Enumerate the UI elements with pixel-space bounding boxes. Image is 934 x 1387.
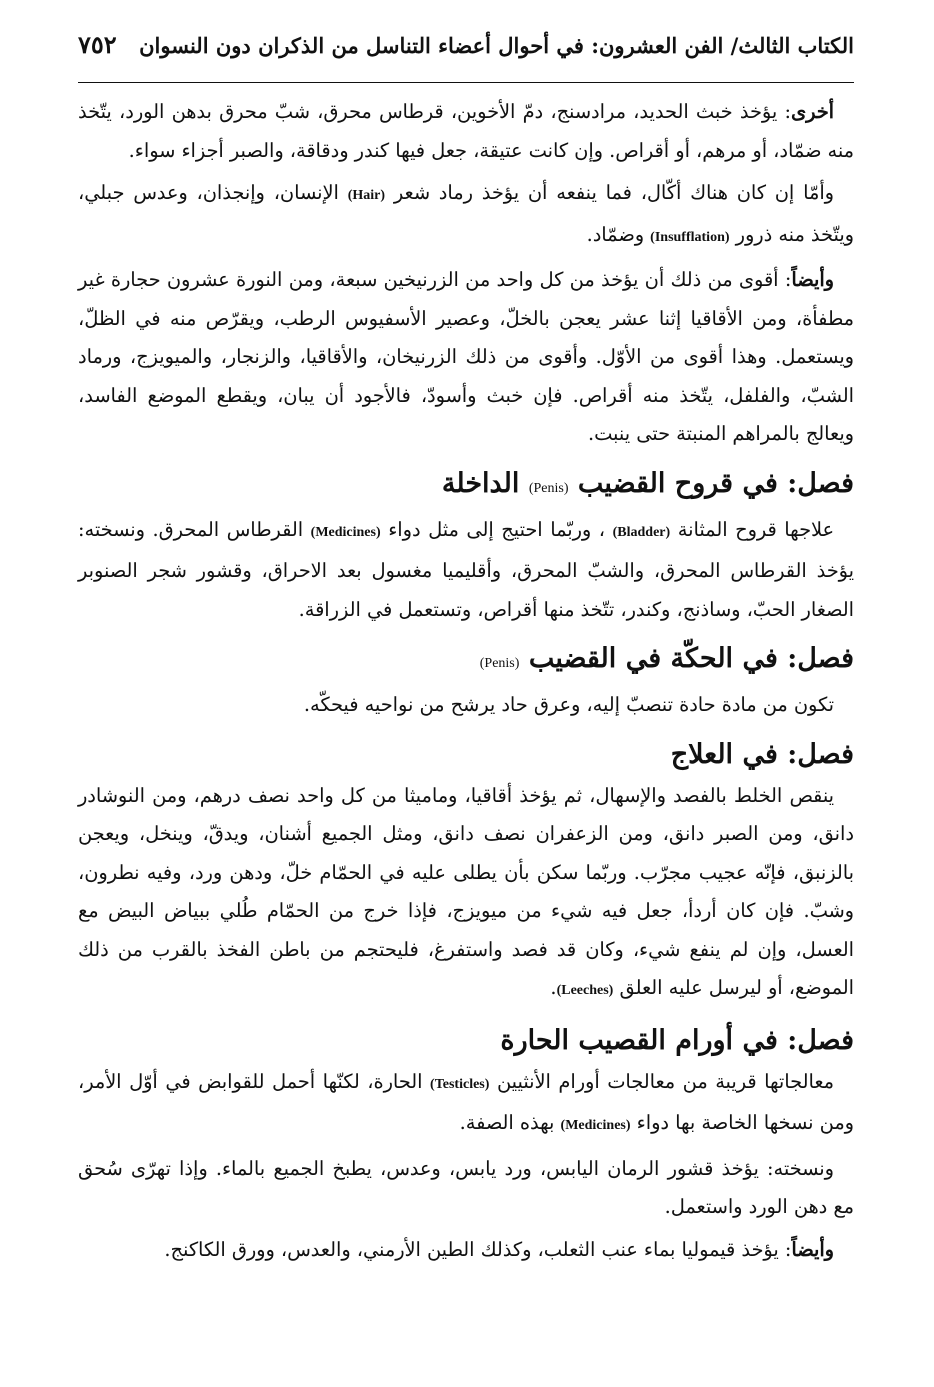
- header-rule: [78, 82, 854, 83]
- heading-text: فصل: في العلاج: [670, 738, 854, 770]
- heading-text: الداخلة: [441, 467, 520, 499]
- paragraph-treatment: [78, 777, 854, 1011]
- paragraph-itching: [78, 686, 854, 725]
- section-heading-treatment: [78, 733, 854, 777]
- section-heading-hot-swellings: [78, 1019, 854, 1063]
- page-number: ٧٥٢: [78, 30, 117, 59]
- latin-term: (Medicines): [310, 524, 381, 540]
- latin-term: (Testicles): [430, 1076, 490, 1092]
- text-run: معالجاتها قريبة من معالجات أورام الأنثيين: [497, 1069, 834, 1093]
- running-title: الكتاب الثالث/ الفن العشرون: في أحوال أعضاء التناسل من الذكران دون النسوان: [139, 33, 854, 58]
- heading-text: فصل: في قروح القضيب: [577, 467, 854, 499]
- text-run: .: [550, 976, 557, 999]
- text-run: بهذه الصفة.: [459, 1111, 555, 1134]
- paragraph-text: تكون من مادة حادة تنصبّ إليه، وعرق حاد يرشح من نواحيه فيحكّه.: [303, 693, 834, 716]
- paragraph-pomegranate-recipe: [78, 1150, 854, 1227]
- latin-term: (Bladder): [612, 524, 671, 540]
- text-run: القرطاس المحرق. ونسخته: يؤخذ القرطاس المحرق، والشبّ المحرق، وأقليميا مغسول بعد الاحراق، وقشور شجر الصنوبر الصغار الحبّ، وساذنج، وكندر، تتّخذ منها أقراص، وتستعمل في الزراقة.: [78, 517, 854, 621]
- latin-term: (Penis): [479, 656, 520, 671]
- text-run: وضمّاد.: [586, 222, 645, 246]
- section-heading-internal-ulcers: [78, 462, 854, 511]
- lead-word: وأيضاً: [791, 1237, 834, 1261]
- paragraph-stronger-recipe: [78, 261, 854, 454]
- text-run: الإنسان، وإنجذان، وعدس جبلي، ويتّخذ منه ذرور: [78, 181, 854, 246]
- heading-text: فصل: في الحكّة في القضيب: [528, 643, 854, 674]
- paragraph-text: ونسخته: يؤخذ قشور الرمان اليابس، ورد يابس، وعدس، يطبخ الجميع بالماء. وإذا تهرّى سُحق مع دهن الورد واستعمل.: [78, 1156, 854, 1218]
- paragraph-text: : يؤخذ قيموليا بماء عنب الثعلب، وكذلك الطين الأرمني، والعدس، وورق الكاكنج.: [164, 1237, 792, 1261]
- heading-text: فصل: في أورام القصيب الحارة: [500, 1024, 854, 1056]
- paragraph-text: : أقوى من ذلك أن يؤخذ من كل واحد من الزرنيخين سبعة، ومن النورة عشرون حجارة غير مطفأة، ومن الأقاقيا إثنا عشر يعجن بالخلّ، وعصير الأسفيوس الرطب، ويقرّص منه في الظلّ، ويستعمل. وهذا أقوى من الأوّل. وأقوى من ذلك الزرنيخان، والأقاقيا، والزنجار، والميويزج، ورماد الشبّ، والفلفل، يتّخذ منه أقراص. فإن خبث وأسودّ، فالأجود أن يبان، ويقطع الموضع الفاسد، ويعالج بالمراهم المنبتة حتى ينبت.: [78, 268, 854, 445]
- paragraph-text: : يؤخذ خبث الحديد، مرادسنج، دمّ الأخوين، قرطاس محرق، شبّ محرق بدهن الورد، يتّخذ منه ضمّاد، أو مرهم، أو أقراص. وإن كانت عتيقة، جعل فيها كندر ودقاقة، والصبر أجزاء سواء.: [78, 100, 854, 162]
- paragraph-corrosion: [78, 174, 854, 257]
- latin-term: (Medicines): [560, 1118, 631, 1133]
- latin-term: (Hair): [347, 188, 386, 203]
- text-run: ، وربّما احتيج إلى مثل دواء: [388, 517, 606, 541]
- text-run: علاجها قروح المثانة: [677, 517, 835, 541]
- paragraph-other-recipe: [78, 93, 854, 170]
- text-run: وأمّا إن كان هناك أكّال، فما ينفعه أن يؤخذ رماد شعر: [393, 181, 834, 204]
- page-header: [78, 30, 854, 78]
- book-page: [78, 30, 854, 1273]
- paragraph-ulcer-treatment: [78, 511, 854, 630]
- text-run: الحارة، لكنّها أحمل للقوابض في أوّل الأمر، ومن نسخها الخاصة بها دواء: [78, 1069, 854, 1134]
- latin-term: (Leeches): [556, 983, 614, 998]
- paragraph-cimolia-recipe: [78, 1231, 854, 1270]
- section-heading-itching: [78, 637, 854, 686]
- paragraph-swelling-treatment: [78, 1063, 854, 1146]
- latin-term: (Insufflation): [650, 229, 730, 245]
- text-run: ينقص الخلط بالفصد والإسهال، ثم يؤخذ أقاقيا، وماميثا من كل واحد نصف درهم، ومن النوشادر دانق، ومن الصبر دانق، ومن الزعفران نصف دانق، ومثل الجميع أشنان، ويدقّ، وينخل، ويعجن بالزنبق، فإنّه عجيب مجرّب. وربّما سكن بأن يطلى عليه في الحمّام خلّ، ودهن ورد، وفيه نطرون، وشبّ. فإن كان أردأ، جعل فيه شيء من ميويزج، فإذا خرج من الحمّام طُلي ببياض البيض مع العسل، وإن لم ينفع شيء، وكان قد فصد واستفرغ، فليحتجم من باطن الفخذ بالقرب من ذلك الموضع، أو ليرسل عليه العلق: [78, 783, 854, 999]
- lead-word: وأيضاً: [791, 268, 834, 291]
- lead-word: أخرى: [790, 100, 834, 123]
- latin-term: (Penis): [528, 480, 569, 496]
